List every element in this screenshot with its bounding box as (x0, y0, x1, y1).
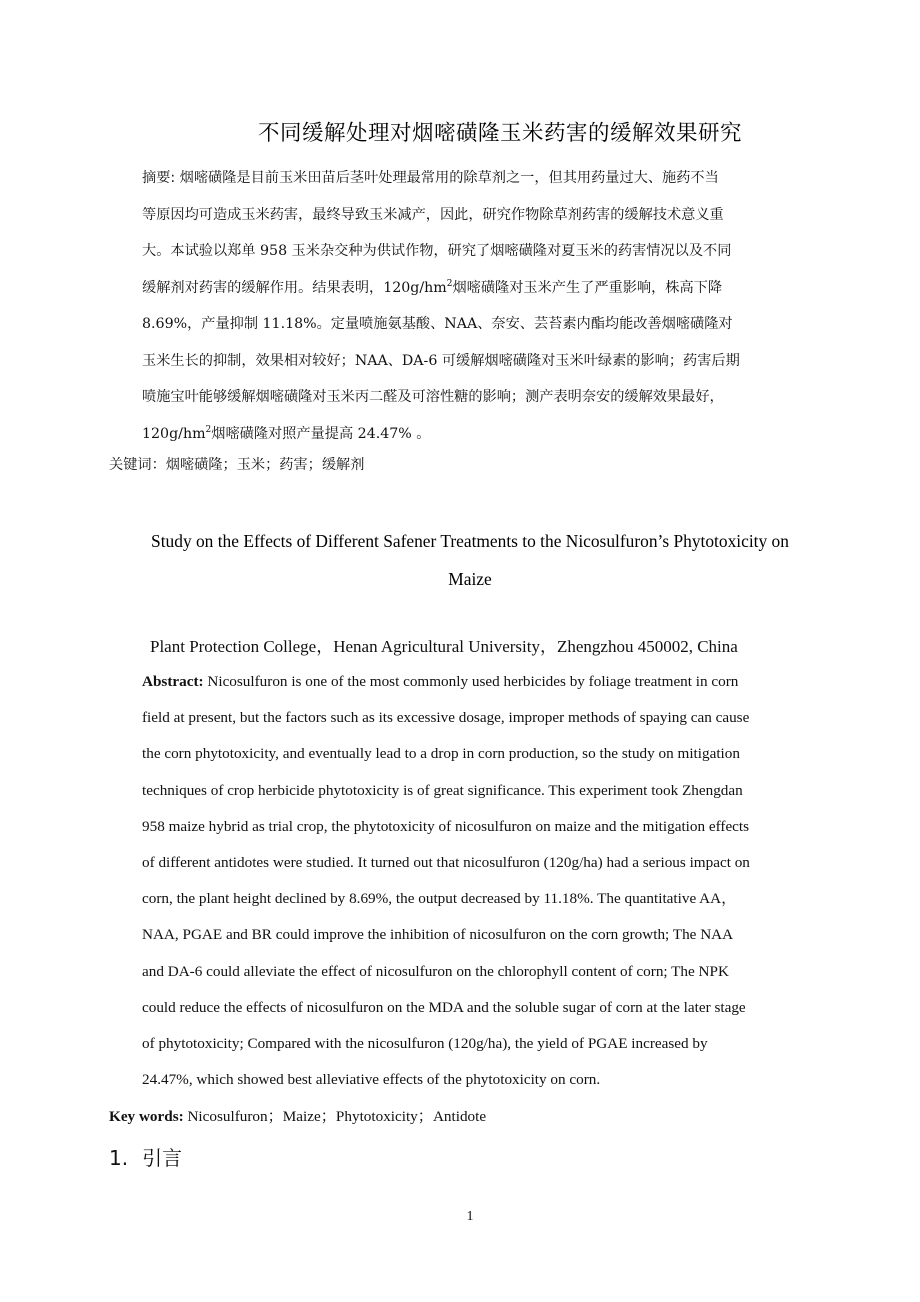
cn-abstract-line-4 (142, 270, 804, 307)
cn-abstract-line-6: 玉米生长的抑制，效果相对较好；NAA、DA-6 可缓解烟嘧磺隆对玉米叶绿素的影响；药害后期 (142, 352, 740, 369)
section-number: 1. (109, 1146, 129, 1170)
cn-abstract-line-3: 大。本试验以郑单 958 玉米杂交种为供试作物，研究了烟嘧磺隆对夏玉米的药害情况以及不同 (142, 243, 732, 259)
cn-abstract-line-1 (142, 160, 804, 197)
section-title: 引言 (142, 1146, 183, 1170)
cn-abstract-text: 烟嘧磺隆对照产量提高 24.47% 。 (211, 425, 431, 442)
en-abstract-line-3: the corn phytotoxicity, and eventually lead to a drop in corn production, so the study on mitigation (142, 745, 740, 763)
cn-abstract-text: 120g/hm (142, 425, 206, 442)
page-number: 1 (466, 1209, 474, 1224)
section-heading (109, 1143, 182, 1173)
english-keywords (109, 1104, 486, 1130)
cn-keywords-text: 烟嘧磺隆；玉米；药害；缓解剂 (165, 457, 365, 473)
author-affiliation: Plant Protection College，Henan Agricultural University，Zhengzhou 450002, China (150, 637, 738, 656)
en-abstract-line-12: 24.47%, which showed best alleviative effects of the phytotoxicity on corn. (142, 1071, 601, 1089)
english-title (115, 522, 825, 598)
en-title-line-2: Maize (448, 569, 492, 589)
cn-abstract-line-8 (142, 416, 804, 453)
cn-abstract-line-5: 8.69%，产量抑制 11.18%。定量喷施氨基酸、NAA、奈安、芸苔素内酯均能改善烟嘧磺隆对 (142, 316, 733, 332)
en-title-line-1: Study on the Effects of Different Safener Treatments to the Nicosulfuron’s Phytotoxicity on (151, 531, 789, 551)
cn-abstract-line-2: 等原因均可造成玉米药害，最终导致玉米减产，因此，研究作物除草剂药害的缓解技术意义重 (142, 206, 724, 223)
en-abstract-line-7: corn, the plant height declined by 8.69%, the output decreased by 11.18%. The quantitative AA， (142, 890, 737, 908)
cn-abstract-label: 摘要: (142, 170, 176, 186)
en-abstract-line-6: of different antidotes were studied. It turned out that nicosulfuron (120g/ha) had a serious impact on (142, 853, 750, 871)
en-abstract-line-2: field at present, but the factors such as its excessive dosage, improper methods of spaying can cause (142, 709, 750, 727)
cn-keywords-label: 关键词： (109, 457, 166, 473)
en-abstract-text: Nicosulfuron is one of the most commonly used herbicides by foliage treatment in corn (203, 673, 739, 690)
en-abstract-line-5: 958 maize hybrid as trial crop, the phytotoxicity of nicosulfuron on maize and the mitigation effects (142, 817, 750, 835)
en-keywords-text: Nicosulfuron；Maize；Phytotoxicity；Antidote (183, 1108, 487, 1125)
cn-abstract-text: 烟嘧磺隆对玉米产生了严重影响，株高下降 (452, 279, 723, 296)
superscript: 2 (446, 278, 453, 289)
superscript: 2 (205, 424, 212, 435)
en-keywords-label: Key words: (109, 1108, 184, 1125)
cn-abstract-line-7: 喷施宝叶能够缓解烟嘧磺隆对玉米丙二醛及可溶性糖的影响；测产表明奈安的缓解效果最好， (142, 389, 724, 405)
en-abstract-line-4: techniques of crop herbicide phytotoxicity is of great significance. This experiment took Zhengdan (142, 781, 743, 799)
en-abstract-line-1 (142, 664, 822, 700)
en-abstract-line-10: could reduce the effects of nicosulfuron on the MDA and the soluble sugar of corn at the later stage (142, 998, 746, 1016)
chinese-abstract (142, 160, 804, 452)
chinese-title: 不同缓解处理对烟嘧磺隆玉米药害的缓解效果研究 (257, 121, 742, 146)
en-abstract-line-8: NAA, PGAE and BR could improve the inhibition of nicosulfuron on the corn growth; The NAA (142, 926, 734, 944)
en-abstract-line-9: and DA-6 could alleviate the effect of nicosulfuron on the chlorophyll content of corn; The NPK (142, 962, 729, 980)
chinese-keywords (109, 452, 364, 478)
cn-abstract-text: 烟嘧磺隆是目前玉米田苗后茎叶处理最常用的除草剂之一，但其用药量过大、施药不当 (175, 170, 719, 186)
cn-abstract-text: 缓解剂对药害的缓解作用。结果表明，120g/hm (142, 279, 447, 296)
en-abstract-line-11: of phytotoxicity; Compared with the nicosulfuron (120g/ha), the yield of PGAE increased by (142, 1034, 708, 1052)
en-abstract-label: Abstract: (142, 673, 204, 690)
english-abstract (142, 664, 822, 1098)
